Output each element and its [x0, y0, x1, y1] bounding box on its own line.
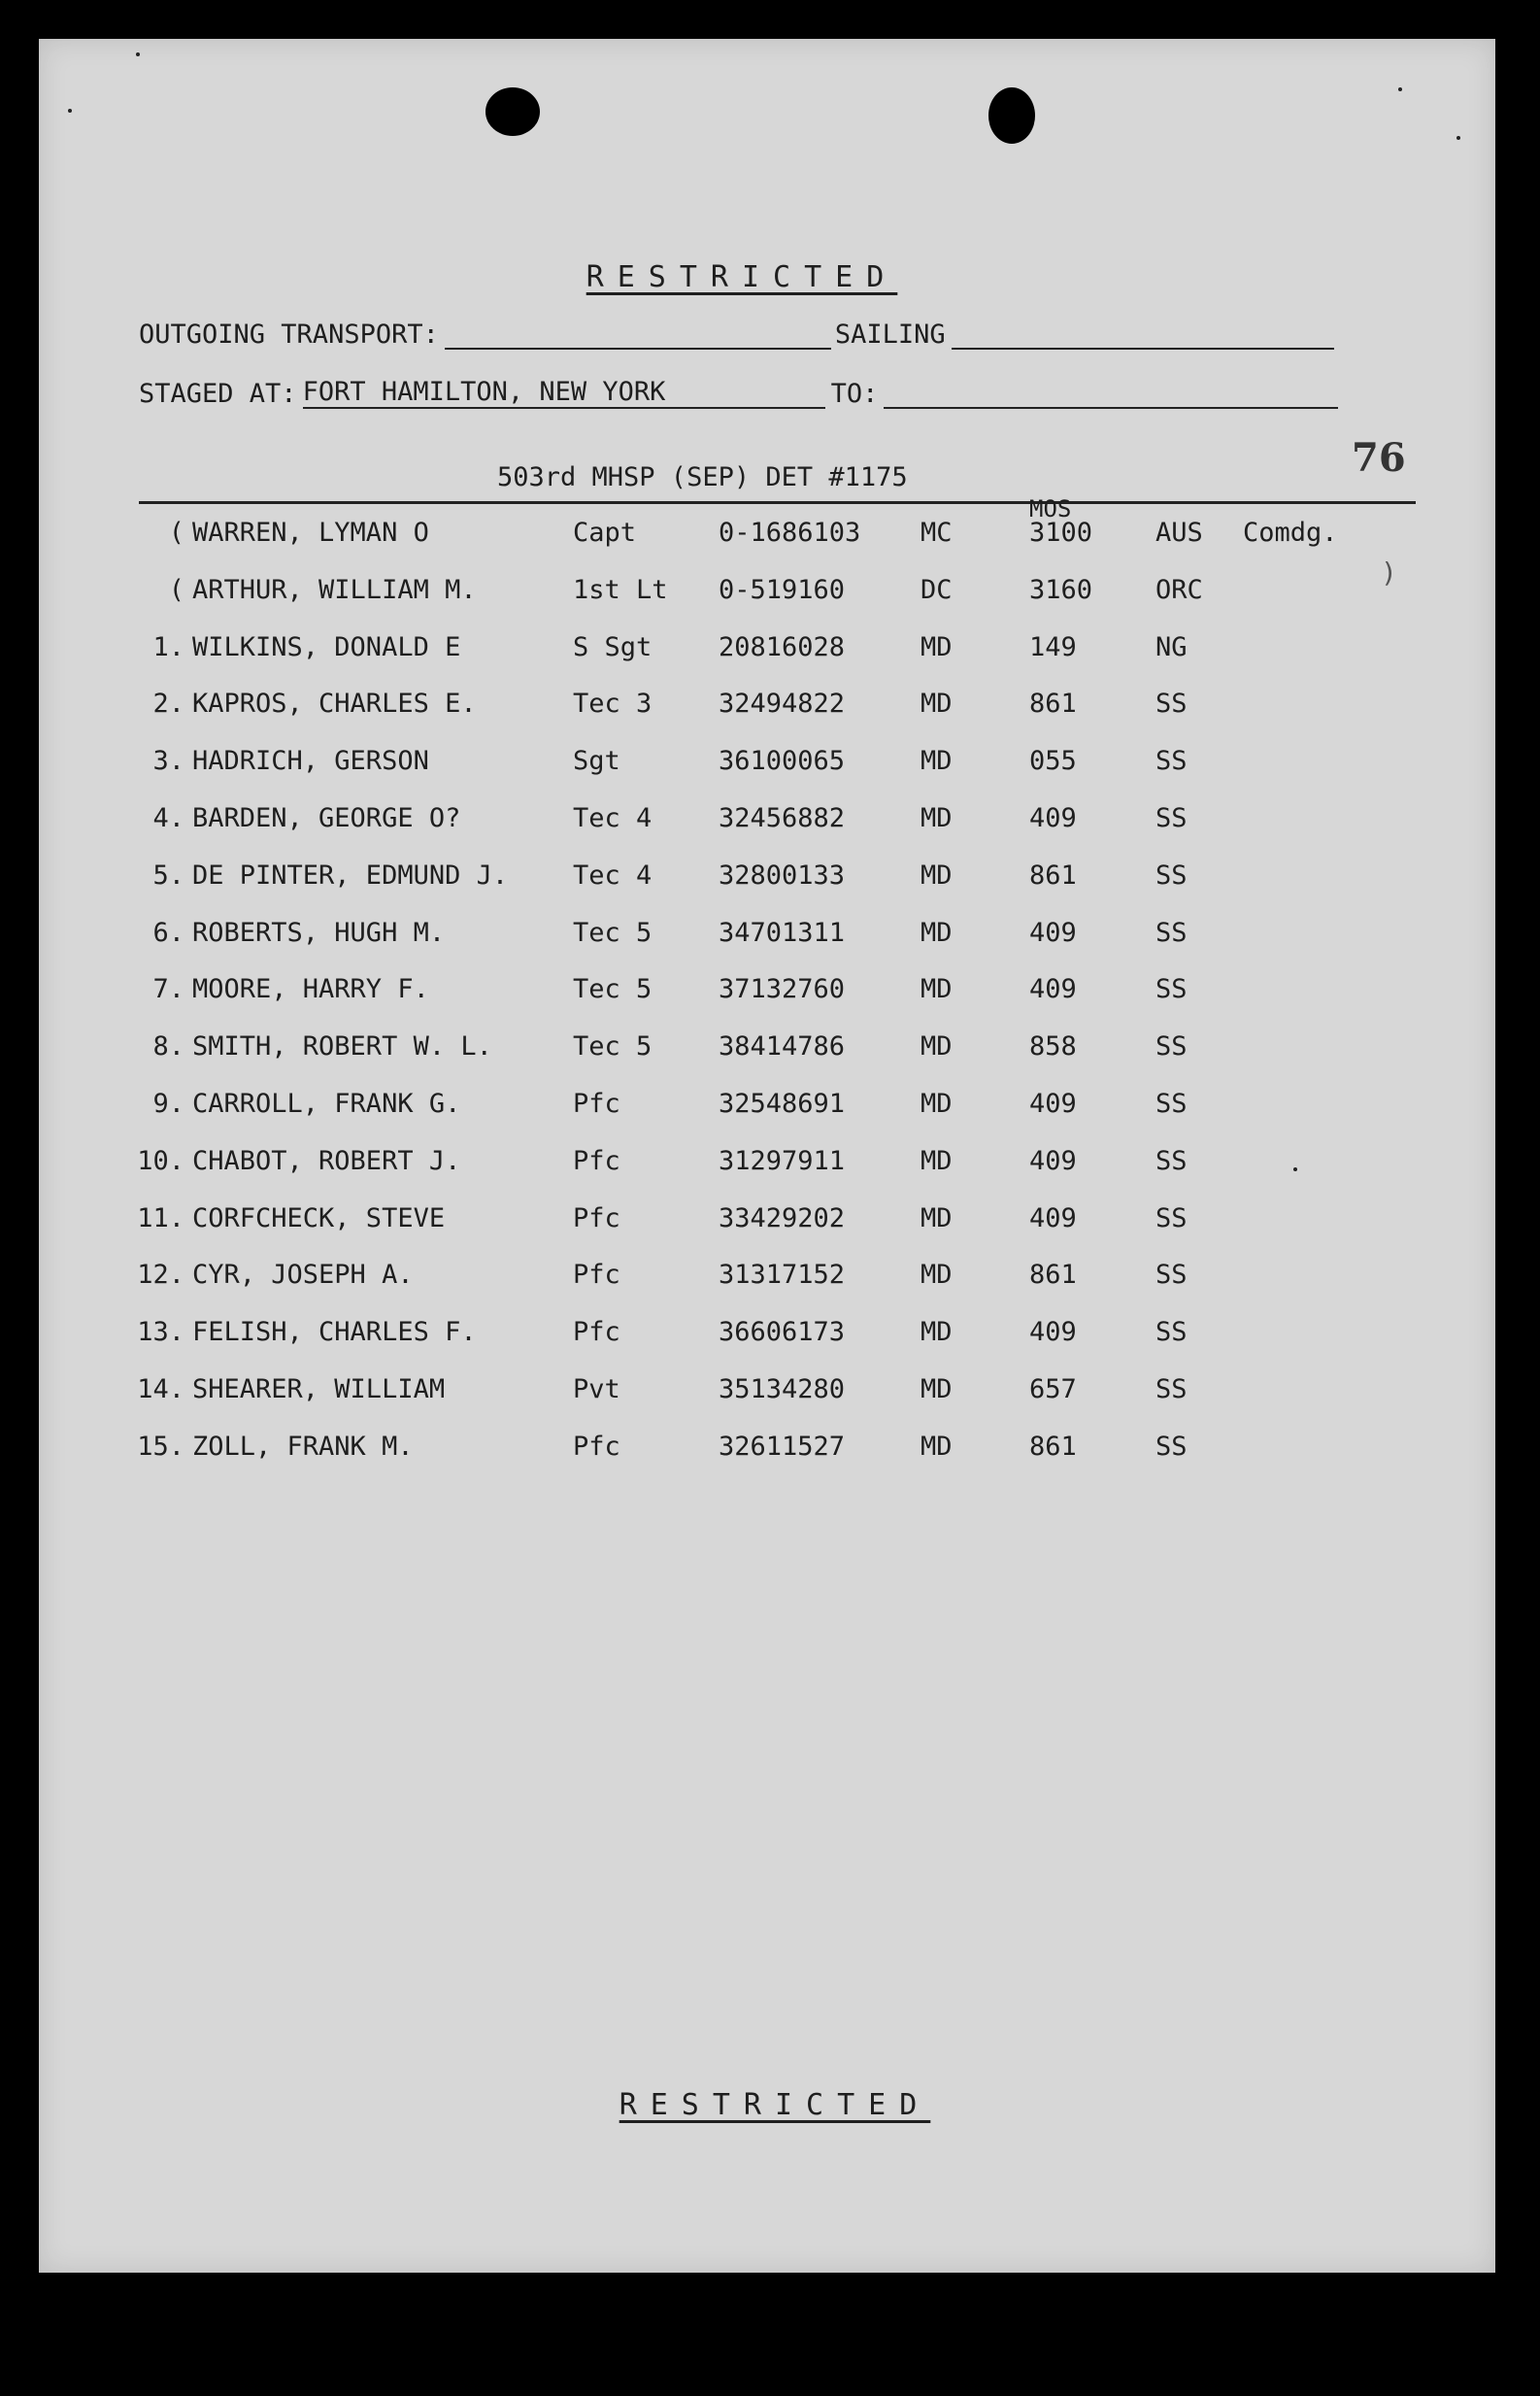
bracket-mark: ) [1381, 557, 1397, 589]
row-serial-number: 32548691 [719, 1089, 846, 1119]
row-mos: 149 [1029, 632, 1077, 662]
paper-speck [1398, 87, 1402, 91]
row-serial-number: 0-1686103 [719, 518, 861, 548]
table-row [39, 974, 1495, 1013]
row-rank: Tec 5 [573, 974, 653, 1004]
row-rank: Pfc [573, 1432, 620, 1462]
row-component: SS [1155, 689, 1188, 719]
row-number: 5. [152, 861, 184, 891]
row-component: SS [1155, 1260, 1188, 1290]
row-rank: Tec 5 [573, 918, 653, 948]
sailing-label: SAILING [834, 320, 946, 350]
row-number: 3. [152, 746, 184, 776]
row-serial-number: 31317152 [719, 1260, 846, 1290]
row-name: CORFCHECK, STEVE [192, 1203, 446, 1233]
table-row [39, 1089, 1495, 1128]
paper-speck [1456, 136, 1460, 140]
row-mos: 3100 [1029, 518, 1093, 548]
table-row [39, 1203, 1495, 1242]
row-component: AUS [1155, 518, 1203, 548]
row-branch: MD [921, 746, 953, 776]
row-rank: 1st Lt [573, 575, 668, 605]
page-number: 76 [1352, 435, 1406, 481]
row-number: 12. [137, 1260, 184, 1290]
outgoing-transport-label: OUTGOING TRANSPORT: [139, 320, 439, 350]
row-rank: Pfc [573, 1260, 620, 1290]
row-serial-number: 20816028 [719, 632, 846, 662]
row-component: SS [1155, 1089, 1188, 1119]
row-serial-number: 36606173 [719, 1317, 846, 1347]
row-mos: 409 [1029, 1146, 1077, 1176]
row-number: 14. [137, 1374, 184, 1404]
row-branch: DC [921, 575, 953, 605]
row-rank: Tec 4 [573, 803, 653, 833]
row-rank: Pfc [573, 1146, 620, 1176]
row-number: 2. [152, 689, 184, 719]
row-number: 1. [152, 632, 184, 662]
row-rank: Sgt [573, 746, 620, 776]
row-branch: MD [921, 1031, 953, 1062]
table-row [39, 575, 1495, 614]
row-name: CHABOT, ROBERT J. [192, 1146, 461, 1176]
row-number: 8. [152, 1031, 184, 1062]
row-component: SS [1155, 1432, 1188, 1462]
row-serial-number: 33429202 [719, 1203, 846, 1233]
row-mos: 861 [1029, 689, 1077, 719]
row-component: SS [1155, 1317, 1188, 1347]
row-number: 4. [152, 803, 184, 833]
row-rank: S Sgt [573, 632, 653, 662]
table-row [39, 1432, 1495, 1470]
mos-column-label: MOS [1029, 495, 1072, 523]
table-row [39, 1146, 1495, 1185]
table-row [39, 689, 1495, 727]
row-serial-number: 35134280 [719, 1374, 846, 1404]
table-row [39, 1260, 1495, 1299]
row-branch: MD [921, 803, 953, 833]
unit-header: 503rd MHSP (SEP) DET #1175 [497, 462, 908, 492]
row-branch: MD [921, 632, 953, 662]
staged-at-value: FORT HAMILTON, NEW YORK [303, 377, 825, 409]
row-branch: MD [921, 1260, 953, 1290]
row-name: HADRICH, GERSON [192, 746, 429, 776]
row-rank: Capt [573, 518, 637, 548]
row-serial-number: 32800133 [719, 861, 846, 891]
row-name: KAPROS, CHARLES E. [192, 689, 477, 719]
row-number: 7. [152, 974, 184, 1004]
row-branch: MD [921, 1432, 953, 1462]
row-component: SS [1155, 1031, 1188, 1062]
row-serial-number: 38414786 [719, 1031, 846, 1062]
row-mos: 861 [1029, 1260, 1077, 1290]
table-row [39, 746, 1495, 785]
row-rank: Pfc [573, 1089, 620, 1119]
row-component: SS [1155, 803, 1188, 833]
table-row [39, 1374, 1495, 1413]
row-branch: MD [921, 918, 953, 948]
table-row [39, 1031, 1495, 1070]
staged-at-label: STAGED AT: [139, 379, 297, 409]
row-branch: MD [921, 1146, 953, 1176]
row-name: WILKINS, DONALD E [192, 632, 461, 662]
row-name: WARREN, LYMAN O [192, 518, 429, 548]
document-page [39, 39, 1495, 2273]
row-branch: MD [921, 1089, 953, 1119]
row-rank: Pvt [573, 1374, 620, 1404]
row-mos: 409 [1029, 974, 1077, 1004]
row-number: 9. [152, 1089, 184, 1119]
row-name: DE PINTER, EDMUND J. [192, 861, 509, 891]
row-name: FELISH, CHARLES F. [192, 1317, 477, 1347]
row-number: 15. [137, 1432, 184, 1462]
to-label: TO: [830, 379, 879, 409]
row-serial-number: 32611527 [719, 1432, 846, 1462]
row-component: SS [1155, 918, 1188, 948]
row-mos: 3160 [1029, 575, 1093, 605]
row-rank: Pfc [573, 1317, 620, 1347]
row-branch: MD [921, 689, 953, 719]
row-name: ROBERTS, HUGH M. [192, 918, 446, 948]
row-component: SS [1155, 974, 1188, 1004]
row-branch: MD [921, 1203, 953, 1233]
row-mos: 861 [1029, 861, 1077, 891]
row-mos: 657 [1029, 1374, 1077, 1404]
row-rank: Tec 5 [573, 1031, 653, 1062]
row-serial-number: 32494822 [719, 689, 846, 719]
row-note: Comdg. [1243, 518, 1338, 548]
row-number: 13. [137, 1317, 184, 1347]
row-mos: 409 [1029, 803, 1077, 833]
row-name: CARROLL, FRANK G. [192, 1089, 461, 1119]
row-branch: MD [921, 974, 953, 1004]
row-mos: 055 [1029, 746, 1077, 776]
table-row [39, 918, 1495, 957]
row-rank: Pfc [573, 1203, 620, 1233]
restricted-footer: RESTRICTED [619, 2088, 931, 2122]
row-mos: 409 [1029, 1089, 1077, 1119]
table-row [39, 518, 1495, 557]
row-number: 10. [137, 1146, 184, 1176]
row-component: SS [1155, 861, 1188, 891]
table-row [39, 632, 1495, 671]
row-name: SMITH, ROBERT W. L. [192, 1031, 492, 1062]
row-mos: 858 [1029, 1031, 1077, 1062]
row-component: NG [1155, 632, 1188, 662]
row-branch: MC [921, 518, 953, 548]
row-number: ( [168, 575, 184, 605]
table-row [39, 803, 1495, 842]
row-branch: MD [921, 1317, 953, 1347]
row-number: ( [168, 518, 184, 548]
row-rank: Tec 3 [573, 689, 653, 719]
row-component: SS [1155, 1374, 1188, 1404]
row-rank: Tec 4 [573, 861, 653, 891]
restricted-heading: RESTRICTED [586, 260, 898, 294]
row-serial-number: 0-519160 [719, 575, 846, 605]
row-mos: 409 [1029, 918, 1077, 948]
row-serial-number: 34701311 [719, 918, 846, 948]
row-mos: 409 [1029, 1317, 1077, 1347]
row-name: BARDEN, GEORGE O? [192, 803, 461, 833]
row-serial-number: 36100065 [719, 746, 846, 776]
row-branch: MD [921, 861, 953, 891]
row-name: MOORE, HARRY F. [192, 974, 429, 1004]
paper-speck [68, 109, 72, 113]
row-branch: MD [921, 1374, 953, 1404]
row-number: 11. [137, 1203, 184, 1233]
row-component: SS [1155, 1203, 1188, 1233]
row-serial-number: 37132760 [719, 974, 846, 1004]
row-component: ORC [1155, 575, 1203, 605]
row-serial-number: 31297911 [719, 1146, 846, 1176]
row-serial-number: 32456882 [719, 803, 846, 833]
row-component: SS [1155, 1146, 1188, 1176]
paper-speck [1293, 1167, 1297, 1171]
row-name: ZOLL, FRANK M. [192, 1432, 414, 1462]
row-mos: 861 [1029, 1432, 1077, 1462]
row-name: ARTHUR, WILLIAM M. [192, 575, 477, 605]
table-row [39, 861, 1495, 899]
paper-speck [136, 52, 140, 56]
row-mos: 409 [1029, 1203, 1077, 1233]
row-component: SS [1155, 746, 1188, 776]
roster-table [39, 39, 1495, 2273]
row-number: 6. [152, 918, 184, 948]
row-name: CYR, JOSEPH A. [192, 1260, 414, 1290]
row-name: SHEARER, WILLIAM [192, 1374, 446, 1404]
table-row [39, 1317, 1495, 1356]
